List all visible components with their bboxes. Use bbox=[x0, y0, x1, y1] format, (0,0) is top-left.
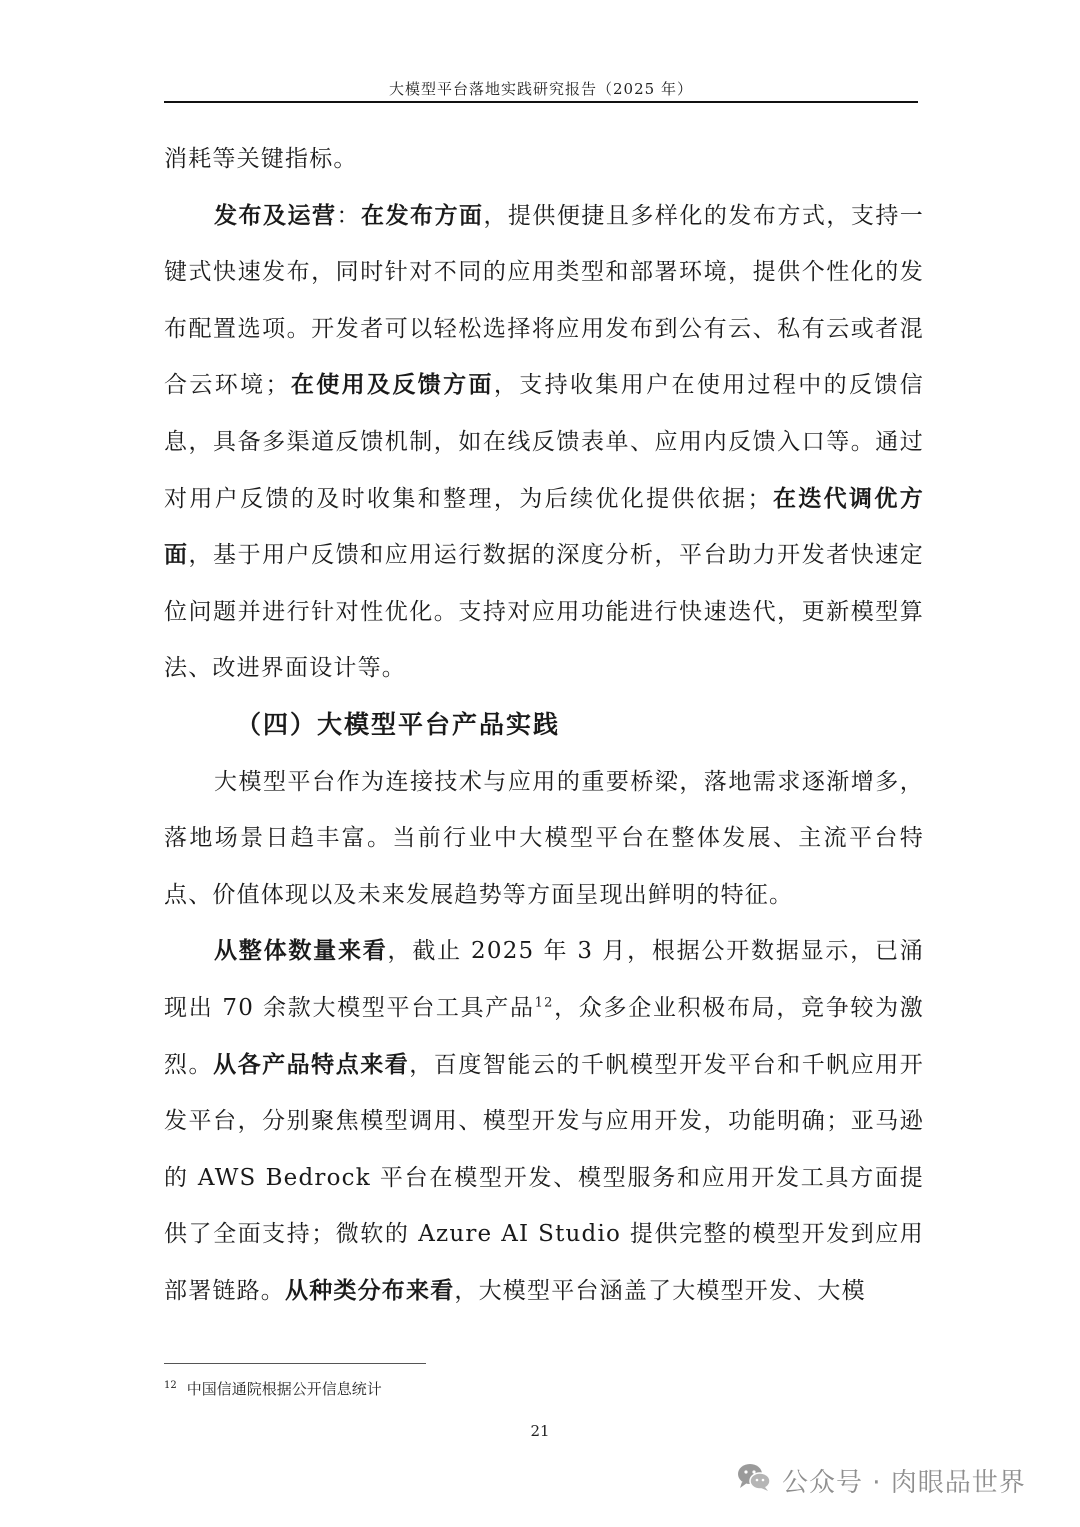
watermark-text: 公众号 · 肉眼品世界 bbox=[782, 1468, 1026, 1498]
watermark bbox=[736, 1462, 1026, 1499]
bold-phrase: 从种类分布来看 bbox=[285, 1276, 455, 1304]
paragraph-2: 发布及运营：在发布方面，提供便捷且多样化的发布方式，支持一键式快速发布，同时针对不同的应用类型和部署环境，提供个性化的发布配置选项。开发者可以轻松选择将应用发布到公有云、私有云或者混合云环境；在使用及反馈方面，支持收集用户在使用过程中的反馈信息，具备多渠道反馈机制，如在线反馈表单、应用内反馈入口等。通过对用户反馈的及时收集和整理，为后续优化提供依据；在迭代调优方面，基于用户反馈和应用运行数据的深度分析，平台助力开发者快速定位问题并进行针对性优化。支持对应用功能进行快速迭代，更新模型算法、改进界面设计等。 bbox=[164, 201, 925, 682]
paragraph-4: 从整体数量来看，截止 2025 年 3 月，根据公开数据显示，已涌现出 70 余款大模型平台工具产品$^{12}$，众多企业积极布局，竞争较为激烈。从各产品特点来看，百度智能云的千帆模型开发平台和千帆应用开发平台，分别聚焦模型调用、模型开发与应用开发，功能明确；亚马逊的 AWS Bedrock 平台在模型开发、模型服务和应用开发工具方面提供了全面支持；微软的 Azure AI Studio 提供完整的模型开发到应用部署链路。从种类分布来看，大模型平台涵盖了大模型开发、大模 bbox=[164, 937, 925, 1304]
header-rule bbox=[164, 101, 918, 103]
bold-phrase: 从整体数量来看 bbox=[214, 937, 388, 965]
bold-phrase: 在迭代调优方面 bbox=[164, 484, 924, 569]
bold-phrase: 在使用及反馈方面 bbox=[289, 371, 494, 399]
page-header: 大模型平台落地实践研究报告（2025 年） bbox=[389, 80, 693, 98]
paragraph-3: 大模型平台作为连接技术与应用的重要桥梁，落地需求逐渐增多，落地场景日趋丰富。当前行业中大模型平台在整体发展、主流平台特点、价值体现以及未来发展趋势等方面呈现出鲜明的特征。 bbox=[164, 768, 924, 908]
bold-phrase: 从各产品特点来看 bbox=[213, 1050, 410, 1078]
bold-phrase: 发布及运营 bbox=[214, 201, 337, 229]
footnote-number: 12 bbox=[164, 1380, 177, 1391]
footnote-text: 中国信通院根据公开信息统计 bbox=[186, 1380, 382, 1398]
body-text bbox=[164, 131, 924, 1319]
wechat-icon bbox=[736, 1462, 772, 1499]
paragraph-1: 消耗等关键指标。 bbox=[164, 146, 358, 172]
footnote-rule bbox=[164, 1363, 426, 1364]
footnote-reference[interactable]: 12 bbox=[534, 995, 554, 1011]
section-heading: （四）大模型平台产品实践 bbox=[236, 709, 561, 739]
footnote bbox=[164, 1378, 382, 1399]
bold-phrase: 在发布方面 bbox=[360, 201, 484, 229]
page-number: 21 bbox=[530, 1422, 550, 1440]
